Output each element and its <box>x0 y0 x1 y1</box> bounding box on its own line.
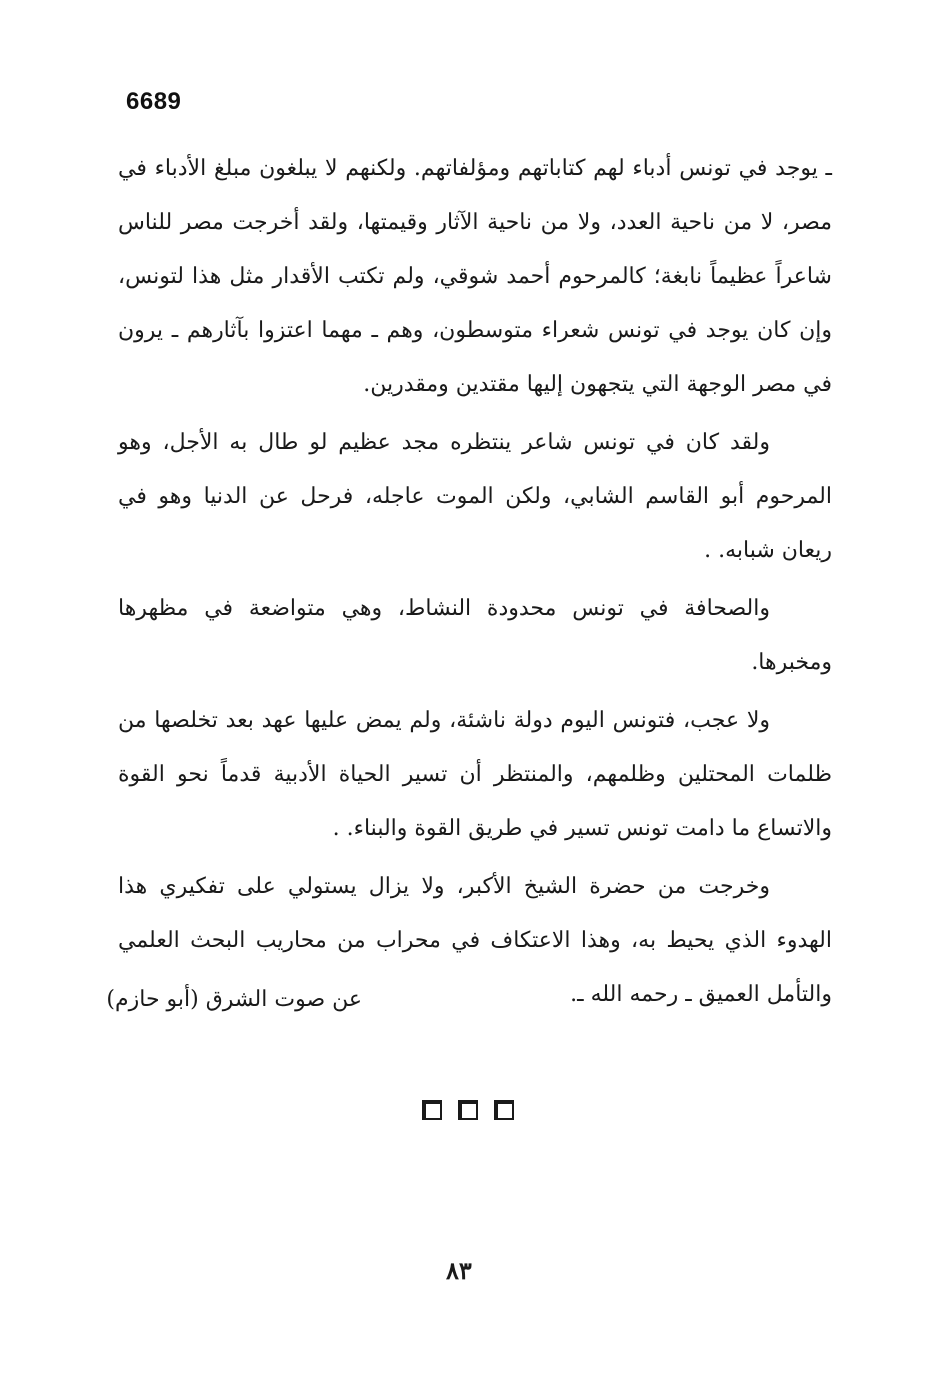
page-number: ٨٣ <box>446 1256 472 1285</box>
paragraph: والصحافة في تونس محدودة النشاط، وهي متواضعة في مظهرها ومخبرها. <box>118 596 832 675</box>
paragraph: وخرجت من حضرة الشيخ الأكبر، ولا يزال يستولي على تفكيري هذا الهدوء الذي يحيط به، وهذا الاعتكاف في محراب من محاريب البحث العلمي والتأمل العميق ـ رحمه الله ـ. <box>118 874 832 1007</box>
section-divider <box>422 1100 514 1120</box>
paragraph: ـ يوجد في تونس أدباء لهم كتاباتهم ومؤلفاتهم. ولكنهم لا يبلغون مبلغ الأدباء في مصر، لا من ناحية العدد، ولا من ناحية الآثار وقيمتها، ولقد أخرجت مصر للناس شاعراً عظيماً نابغة؛ كالمرحوم أحمد شوقي، ولم تكتب الأقدار مثل هذا لتونس، وإن كان يوجد في تونس شعراء متوسطون، وهم ـ مهما اعتزوا بآثارهم ـ يرون في مصر الوجهة التي يتجهون إليها مقتدين ومقدرين. <box>118 156 833 397</box>
paragraph: ولقد كان في تونس شاعر ينتظره مجد عظيم لو طال به الأجل، وهو المرحوم أبو القاسم الشابي، ولكن الموت عاجله، فرحل عن الدنيا وهو في ريعان شبابه. . <box>118 430 832 563</box>
article-body <box>118 142 832 1026</box>
archive-stamp-number: 6689 <box>126 88 182 115</box>
square-ornament-icon <box>458 1100 478 1120</box>
square-ornament-icon <box>494 1100 514 1120</box>
paragraph: ولا عجب، فتونس اليوم دولة ناشئة، ولم يمض عليها عهد بعد تخلصها من ظلمات المحتلين وظلمهم، والمنتظر أن تسير الحياة الأدبية قدماً نحو القوة والاتساع ما دامت تونس تسير في طريق القوة والبناء. . <box>118 708 832 841</box>
source-attribution: عن صوت الشرق (أبو حازم) <box>106 987 362 1012</box>
square-ornament-icon <box>422 1100 442 1120</box>
